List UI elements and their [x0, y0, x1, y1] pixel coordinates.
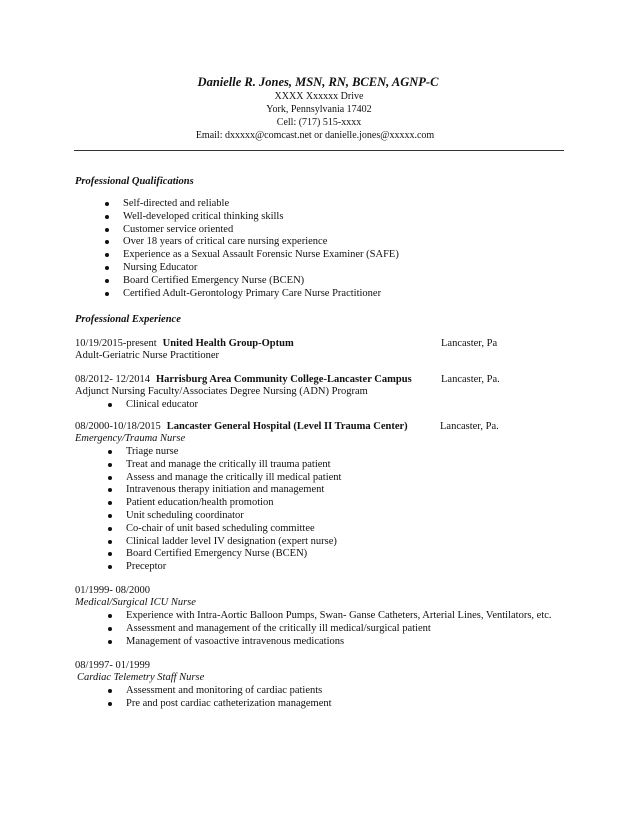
job-role: Cardiac Telemetry Staff Nurse	[77, 672, 205, 683]
job-location: Lancaster, Pa.	[440, 421, 499, 432]
bullet-icon	[105, 240, 109, 244]
bullet-icon	[108, 514, 112, 518]
bullet-icon	[108, 476, 112, 480]
list-item: Assess and manage the critically ill medical patient	[126, 472, 341, 485]
bullet-icon	[108, 540, 112, 544]
list-item: Experience as a Sexual Assault Forensic Nurse Examiner (SAFE)	[123, 249, 399, 262]
list-item: Treat and manage the critically ill trauma patient	[126, 459, 341, 472]
list-item: Assessment and management of the critically ill medical/surgical patient	[126, 623, 552, 636]
list-item: Experience with Intra-Aortic Balloon Pumps, Swan- Ganse Catheters, Arterial Lines, Ventilators, etc.	[126, 610, 552, 623]
qualifications-list	[123, 198, 399, 300]
experience-heading: Professional Experience	[75, 314, 181, 325]
list-item: Triage nurse	[126, 446, 341, 459]
list-item: Self-directed and reliable	[123, 198, 399, 211]
job-header	[75, 421, 408, 433]
job-dates: 01/1999- 08/2000	[75, 585, 150, 596]
list-item: Clinical ladder level IV designation (expert nurse)	[126, 536, 341, 549]
list-item: Board Certified Emergency Nurse (BCEN)	[126, 548, 341, 561]
employer-name: Harrisburg Area Community College-Lancaster Campus	[155, 374, 412, 385]
bullet-icon	[105, 253, 109, 257]
list-item: Unit scheduling coordinator	[126, 510, 341, 523]
bullet-icon	[108, 565, 112, 569]
list-item: Well-developed critical thinking skills	[123, 211, 399, 224]
bullet-icon	[108, 403, 112, 407]
bullet-icon	[108, 627, 112, 631]
job-role: Emergency/Trauma Nurse	[75, 433, 186, 444]
job-location: Lancaster, Pa	[441, 338, 498, 349]
bullet-icon	[108, 614, 112, 618]
bullet-icon	[105, 228, 109, 232]
job-header	[75, 374, 412, 386]
bullet-icon	[108, 552, 112, 556]
job-dates: 08/1997- 01/1999	[75, 660, 150, 671]
employer-name: Lancaster General Hospital (Level II Trauma Center)	[166, 421, 408, 432]
job-role: Adult-Geriatric Nurse Practitioner	[75, 350, 220, 361]
list-item: Intravenous therapy initiation and management	[126, 484, 341, 497]
bullet-icon	[108, 450, 112, 454]
list-item: Clinical educator	[126, 399, 198, 412]
bullet-icon	[108, 689, 112, 693]
bullet-icon	[108, 488, 112, 492]
bullet-icon	[108, 640, 112, 644]
list-item: Pre and post cardiac catheterization management	[126, 698, 332, 711]
job-dates: 08/2000-10/18/2015	[75, 421, 161, 432]
bullet-icon	[105, 202, 109, 206]
list-item: Customer service oriented	[123, 224, 399, 237]
job-bullets	[126, 610, 552, 648]
bullet-icon	[105, 279, 109, 283]
list-item: Assessment and monitoring of cardiac patients	[126, 685, 332, 698]
job-bullets	[126, 446, 341, 574]
city-state-zip: York, Pennsylvania 17402	[266, 104, 372, 115]
list-item: Board Certified Emergency Nurse (BCEN)	[123, 275, 399, 288]
resume-header	[0, 75, 638, 142]
job-role: Adjunct Nursing Faculty/Associates Degree Nursing (ADN) Program	[75, 386, 368, 397]
bullet-icon	[105, 292, 109, 296]
cell-phone: Cell: (717) 515-xxxx	[276, 117, 362, 128]
list-item: Preceptor	[126, 561, 341, 574]
job-location: Lancaster, Pa.	[441, 374, 500, 385]
bullet-icon	[108, 463, 112, 467]
list-item: Co-chair of unit based scheduling committee	[126, 523, 341, 536]
job-role: Medical/Surgical ICU Nurse	[75, 597, 196, 608]
list-item: Certified Adult-Gerontology Primary Care Nurse Practitioner	[123, 288, 399, 301]
email-address: Email: dxxxxx@comcast.net or danielle.jones@xxxxx.com	[195, 130, 435, 141]
list-item: Patient education/health promotion	[126, 497, 341, 510]
job-bullets	[126, 399, 198, 412]
qualifications-heading: Professional Qualifications	[75, 176, 194, 187]
job-dates: 08/2012- 12/2014	[75, 374, 150, 385]
header-divider	[74, 150, 564, 151]
bullet-icon	[105, 215, 109, 219]
list-item: Over 18 years of critical care nursing experience	[123, 236, 399, 249]
bullet-icon	[108, 527, 112, 531]
street-address: XXXX Xxxxxx Drive	[274, 91, 364, 102]
list-item: Management of vasoactive intravenous medications	[126, 636, 552, 649]
bullet-icon	[108, 501, 112, 505]
bullet-icon	[105, 266, 109, 270]
job-header	[75, 338, 294, 350]
candidate-name: Danielle R. Jones, MSN, RN, BCEN, AGNP-C	[197, 75, 439, 89]
job-bullets	[126, 685, 332, 711]
bullet-icon	[108, 702, 112, 706]
list-item: Nursing Educator	[123, 262, 399, 275]
employer-name: United Health Group-Optum	[162, 338, 294, 349]
job-dates: 10/19/2015-present	[75, 338, 157, 349]
